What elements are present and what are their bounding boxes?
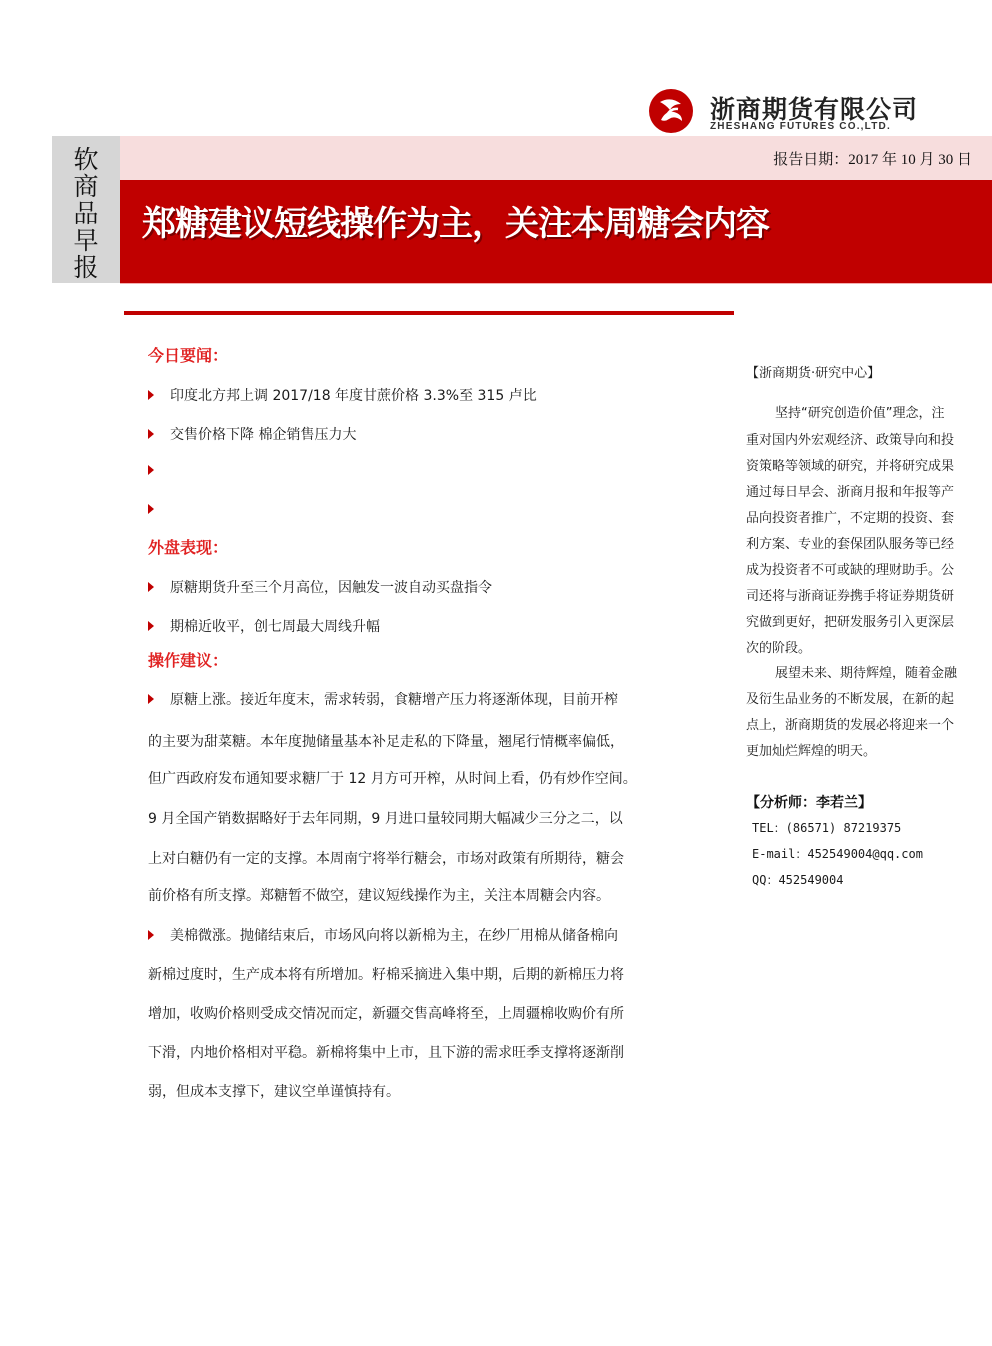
bullet-arrow-icon bbox=[148, 465, 154, 475]
content-divider bbox=[124, 311, 734, 315]
outlook-line: 更加灿烂辉煌的明天。 bbox=[746, 744, 877, 759]
category-char: 软 bbox=[73, 145, 99, 174]
bullet-arrow-icon bbox=[148, 621, 154, 631]
news-section-title: 今日要闻： bbox=[148, 346, 229, 365]
intro-line: 次的阶段。 bbox=[746, 641, 812, 656]
overseas-item: 期棉近收平，创七周最大周线升幅 bbox=[148, 616, 380, 636]
outlook-line: 点上，浙商期货的发展必将迎来一个 bbox=[746, 718, 955, 733]
bullet-arrow-icon bbox=[148, 582, 154, 592]
report-category-tag bbox=[52, 136, 120, 283]
advice-para2-line: 美棉微涨。抛储结束后，市场风向将以新棉为主，在纱厂用棉从储备棉向 bbox=[148, 925, 618, 945]
advice-para2-line: 增加，收购价格则受成交情况而定，新疆交售高峰将至，上周疆棉收购价有所 bbox=[148, 1006, 624, 1022]
category-char: 品 bbox=[73, 199, 99, 228]
bullet-arrow-icon bbox=[148, 504, 154, 514]
category-char: 报 bbox=[73, 253, 99, 282]
news-item bbox=[148, 463, 170, 479]
advice-para1-line: 上对白糖仍有一定的支撑。本周南宁将举行糖会，市场对政策有所期待，糖会 bbox=[148, 851, 624, 867]
advice-para1-line: 的主要为甜菜糖。本年度抛储量基本补足走私的下降量，翘尾行情概率偏低， bbox=[148, 734, 624, 750]
intro-line: 利方案、专业的套保团队服务等已经 bbox=[746, 537, 955, 552]
intro-line: 品向投资者推广，不定期的投资、套 bbox=[746, 511, 955, 526]
intro-line: 司还将与浙商证券携手将证券期货研 bbox=[746, 589, 955, 604]
news-item bbox=[148, 502, 170, 518]
report-title: 郑糖建议短线操作为主，关注本周糖会内容 bbox=[142, 204, 769, 244]
advice-para1-line: 原糖上涨。接近年度末，需求转弱，食糖增产压力将逐渐体现，目前开榨 bbox=[148, 689, 618, 709]
outlook-line: 展望未来、期待辉煌，随着金融 bbox=[775, 666, 958, 681]
bullet-arrow-icon bbox=[148, 930, 154, 940]
report-category-label bbox=[52, 146, 120, 281]
bullet-arrow-icon bbox=[148, 429, 154, 439]
news-item: 交售价格下降 棉企销售压力大 bbox=[148, 424, 356, 444]
date-strip bbox=[120, 136, 992, 180]
advice-para1-line: 但广西政府发布通知要求糖厂于 12 月方可开榨，从时间上看，仍有炒作空间。 bbox=[148, 771, 637, 787]
outlook-line: 及衍生品业务的不断发展，在新的起 bbox=[746, 692, 955, 707]
intro-line: 资策略等领域的研究，并将研究成果 bbox=[746, 459, 955, 474]
title-banner bbox=[120, 180, 992, 283]
advice-para2-line: 弱，但成本支撑下，建议空单谨慎持有。 bbox=[148, 1084, 400, 1100]
category-char: 早 bbox=[73, 226, 99, 255]
analyst-qq: QQ：452549004 bbox=[752, 873, 844, 887]
analyst-email: E-mail：452549004@qq.com bbox=[752, 847, 923, 861]
analyst-tel: TEL：(86571) 87219375 bbox=[752, 821, 902, 835]
category-char: 商 bbox=[73, 172, 99, 201]
title-divider bbox=[120, 283, 992, 284]
company-name-cn: 浙商期货有限公司 bbox=[710, 95, 919, 124]
intro-line: 重对国内外宏观经济、政策导向和投 bbox=[746, 433, 955, 448]
overseas-item: 原糖期货升至三个月高位，因触发一波自动买盘指令 bbox=[148, 577, 492, 597]
intro-line: 通过每日早会、浙商月报和年报等产 bbox=[746, 485, 955, 500]
news-item: 印度北方邦上调 2017/18 年度甘蔗价格 3.3%至 315 卢比 bbox=[148, 385, 537, 405]
advice-section-title: 操作建议： bbox=[148, 651, 229, 670]
advice-para2-line: 下滑，内地价格相对平稳。新棉将集中上市，且下游的需求旺季支撑将逐渐削 bbox=[148, 1045, 624, 1061]
report-date: 报告日期：2017 年 10 月 30 日 bbox=[773, 152, 972, 168]
company-name-en: ZHESHANG FUTURES CO.,LTD. bbox=[710, 121, 891, 132]
company-logo bbox=[648, 88, 938, 138]
analyst-name: 【分析师：李若兰】 bbox=[746, 795, 872, 811]
bullet-arrow-icon bbox=[148, 390, 154, 400]
advice-para1-line: 前价格有所支撑。郑糖暂不做空，建议短线操作为主，关注本周糖会内容。 bbox=[148, 888, 610, 904]
company-logo-icon bbox=[648, 88, 694, 134]
intro-line: 究做到更好，把研发服务引入更深层 bbox=[746, 615, 955, 630]
advice-para2-line: 新棉过度时，生产成本将有所增加。籽棉采摘进入集中期，后期的新棉压力将 bbox=[148, 967, 624, 983]
advice-para1-line: 9 月全国产销数据略好于去年同期，9 月进口量较同期大幅减少三分之二，以 bbox=[148, 811, 623, 827]
research-center-heading: 【浙商期货·研究中心】 bbox=[746, 366, 881, 381]
intro-line: 成为投资者不可或缺的理财助手。公 bbox=[746, 563, 955, 578]
overseas-section-title: 外盘表现： bbox=[148, 538, 229, 557]
bullet-arrow-icon bbox=[148, 694, 154, 704]
intro-line: 坚持“研究创造价值”理念，注 bbox=[775, 406, 945, 421]
